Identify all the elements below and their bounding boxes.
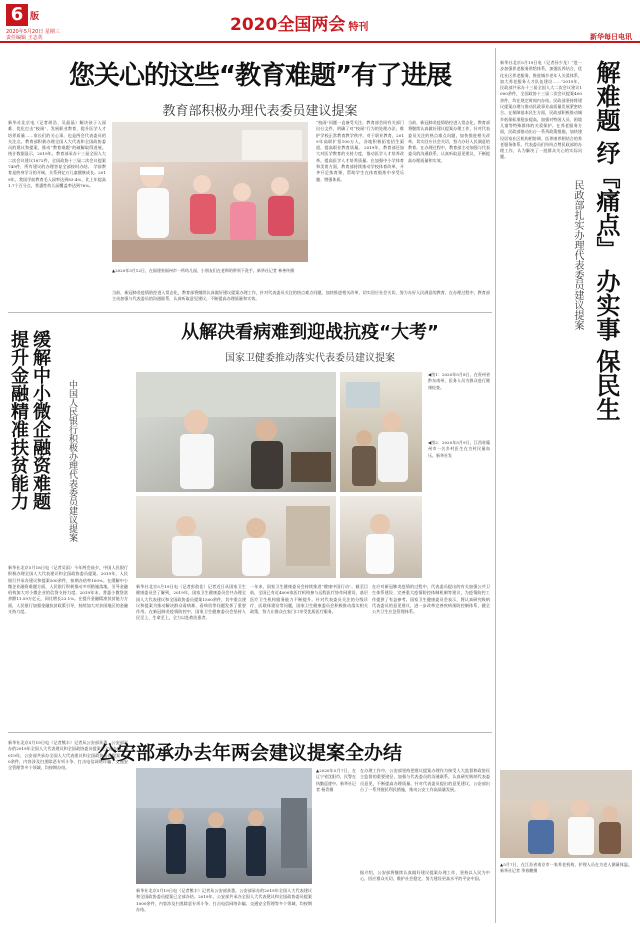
pboc-title: 缓解中小微企融资难题 — [30, 330, 51, 510]
date-line: 2020年5月20日 星期三 — [6, 29, 60, 35]
pboc-vertical-title — [30, 330, 62, 550]
editor-line: 责任编辑 王志英 — [6, 35, 43, 41]
article-health-subhead: 国家卫健委推动落实代表委员建议提案 — [225, 353, 395, 364]
masthead-rule — [0, 41, 640, 43]
article-education-tail: 当前，新冠肺炎疫情防控进入常态化，教育部将继续认真做好建议提案办理工作，针对代表委员关注的热点难点问题，加快推进相关改革，切实回应社会关切，努力办好人民满意的教育。在办理过程中，教育部主动加强与代表委员的沟通联系，认真听取意见建议，不断提高办理质量和实效。 — [112, 290, 490, 302]
article-education-col3: 当前，新冠肺炎疫情防控进入常态化，教育部将继续认真做好建议提案办理工作，针对代表委员关注的热点难点问题，加快推进相关改革，切实回应社会关切，努力办好人民满意的教育。在办理过程中，教育部主动加强与代表委员的沟通联系，认真听取意见建议，不断提高办理质量和实效。 — [408, 120, 490, 163]
elderly-care-photo — [500, 770, 632, 858]
article-health-caption-1: ◀图1：2020年5月8日，在贵州省黔东南州，医务人员为群众进行健康检查。 — [428, 372, 490, 390]
pboc-vertical-subtitle — [66, 380, 80, 560]
checkup-photo-graphic — [340, 496, 422, 578]
masthead-title-text: 2020全国两会 — [230, 15, 346, 35]
pharmacy-photo-graphic — [136, 496, 336, 578]
clinic-photo — [136, 372, 336, 492]
police-patrol-photo-graphic — [136, 768, 312, 884]
masthead-title-suffix: 特刊 — [348, 22, 369, 33]
village-doctor-photo — [340, 372, 422, 492]
elderly-care-caption: ▲5月7日，在江苏省南京市一家养老机构，护理人员在为老人测量体温。新华社记者 季春鹏摄 — [500, 862, 632, 874]
clinic-photo-graphic — [136, 372, 336, 492]
page-label: 版 — [30, 12, 40, 22]
police-patrol-photo — [136, 768, 312, 884]
civil-affairs-title: 解难题 纾『痛点』 办实事 保民生 — [592, 60, 620, 422]
article-health-headline: 从解决看病难到迎战抗疫“大考” — [181, 322, 439, 343]
page-number-badge — [6, 4, 28, 26]
article-police-text-1: 新华社北京5月19日电（记者熊丰）记者从公安部获悉，公安部承办的2019年全国人大代表建议和全国政协委员提案已全部办结。2019年，公安部共承办全国人大代表建议和全国政协委员提案1000余件，内容涉及扫黑除恶专项斗争、打击电信网络诈骗、交通安全管理等多个领域，均按期办结。 — [136, 888, 312, 912]
article-education-headline: 您关心的这些“教育难题”有了进展 — [68, 61, 452, 91]
kindergarten-photo-graphic — [112, 122, 308, 262]
article-education-subhead: 教育部积极办理代表委员建议提案 — [162, 104, 358, 119]
article-police-text-2: 在办理工作中，公安部坚持把建议提案办理作为接受人大监督和政协民主监督的重要途径，加强与代表委员的沟通联系，认真研究吸纳代表委员意见，不断提高办理质量。针对代表委员提出的意见建议，公安部出台了一系列便民利民措施，推动公安工作高质量发展。 — [360, 768, 490, 792]
article-police-left-text: 新华社北京5月19日电（记者熊丰）记者从公安部获悉，公安部承办的2019年全国人大代表建议和全国政协委员提案已全部办结。2019年，公安部共承办全国人大代表建议和全国政协委员提案1000余件，内容涉及扫黑除恶专项斗争、打击电信网络诈骗、交通安全管理等多个领域，均按期办结。 — [8, 740, 128, 771]
pharmacy-photo — [136, 496, 336, 578]
pboc-text: 新华社北京5月18日电（记者吴雨）今年两会前夕，中国人民银行积极办理全国人大代表建议和全国政协委员提案。2019年，人民银行共承办建议和提案500余件，按期办结率100%。在缓解中小微企业融资难题方面，人民银行积极推动多项措施落地，引导金融机构加大对小微企业的信贷支持力度。2019年末，普惠小微贷款余额11.59万亿元，同比增长23.1%。在提升金融精准扶贫能力方面，人民银行加强金融扶贫政策引导，持续加大对贫困地区的金融支持力度。 — [8, 565, 128, 615]
civil-affairs-vertical-title — [590, 60, 630, 430]
civil-affairs-vertical-sub — [570, 180, 588, 400]
pboc-subtitle: 中国人民银行积极办理代表委员建议提案 — [67, 380, 77, 542]
masthead-brand: 新华每日电讯 — [590, 33, 632, 41]
kindergarten-photo — [112, 122, 308, 262]
section-divider-2 — [8, 732, 492, 733]
pboc-title-2: 提升金融精准扶贫能力 — [8, 330, 29, 510]
right-column-divider — [495, 48, 496, 923]
village-doctor-photo-graphic — [340, 372, 422, 492]
elderly-care-photo-graphic — [500, 770, 632, 858]
civil-affairs-subtitle: 民政部扎实办理代表委员建议提案 — [572, 180, 583, 330]
masthead — [0, 0, 640, 42]
article-health-text-2: 一年来，国家卫生健康委员会持续推进“健康中国行动”。截至目前，全国已有近4000家医疗机构参与远程医疗协作网建设，基层医疗卫生机构服务能力不断提升。针对代表委员关注的分级诊疗、医联体建设等问题，国家卫生健康委员会积极推动落实相关政策，努力让群众在家门口享受优质医疗服务。 — [250, 584, 368, 615]
article-education-caption: ▲2020年3月12日，在福建省福州市一所幼儿园，小朋友们在老师的带领下洗手。新华社记者 林善传摄 — [112, 268, 295, 273]
page-number: 6 — [10, 4, 24, 25]
article-education-col1: 新华社北京电（记者胡浩、吴晶晶）解决孩子入园难、优化打击“校闹”、发展职业教育、提升医学人才培养质量……家长们的关心事，也是两会代表委员的关注点。教育部积极办理全国人大代表和全国政协委员的建议和提案，推动“教育难题”的破解取得进展。 统计数据显示，2019年，教育部承办十三届全国人大二次会议建议1872件，全国政协十三届二次会议提案749件，所有建议的办理答复全部按时办结。 学前教育是终身学习的开端，关系到亿万儿童健康成长。2019年，我国学前教育毛入园率达到83.4%，比上年提高1.7个百分点，普惠性幼儿园覆盖率达到76%。 — [8, 120, 106, 188]
article-education-col2: “校闹”问题一直备受关注。教育部会同有关部门出台文件，明确了对“校闹”行为的处理办法，维护学校正常教育教学秩序。对于职业教育，2019年高职扩招100万人，各地积极拓宽招生渠道，提高职业教育质量。 2019年，教育部还加大对医学教育的支持力度，推动医学人才培养改革，提高医学人才培养质量。在加强中小学体育和美育方面，教育部持续推动学校体育改革，开齐开足体育课，帮助学生在体育锻炼中享受乐趣、增强体质。 — [316, 120, 404, 182]
section-divider-1 — [8, 312, 492, 313]
checkup-photo — [340, 496, 422, 578]
article-health-text-3: 在应对新冠肺炎疫情的过程中，代表委员提出的有关加强公共卫生体系建设、完善重大疫情防控体制机制等建议，为疫情防控工作提供了有益参考。国家卫生健康委员会表示，将认真研究吸纳代表委员的意见建议，进一步改革完善疾病预防控制体系，健全公共卫生应急管理体系。 — [372, 584, 490, 615]
article-health-text-1: 新华社北京5月19日电（记者彭韵佳）记者近日从国家卫生健康委员会了解到，2019年，国家卫生健康委员会共办理全国人大代表建议和全国政协委员提案1500余件，其中重点建议和提案为推动解决群众看病难、看病贵等问题发挥了重要作用。在新冠肺炎疫情防控中，国家卫生健康委员会坚持人民至上、生命至上，全力以赴救治患者。 — [136, 584, 246, 621]
article-health-caption-2: ◀图2：2020年5月9日，江西省赣州市一名乡村医生在为村民量血压。新华社发 — [428, 440, 490, 458]
article-police-text-3: 据介绍，公安部将继续认真做好建议提案办理工作，坚持以人民为中心，回应群众关切，维护社会稳定，努力建设更高水平的平安中国。 — [360, 870, 490, 882]
masthead-title — [230, 10, 368, 35]
pboc-vertical-title2 — [8, 330, 32, 550]
article-police-headline: 公安部承办去年两会建议提案全办结 — [97, 742, 402, 764]
article-police-caption: ▲2020年5月7日，在辽宁省沈阳市，民警在执勤巡逻中。新华社记者 杨青摄 — [316, 768, 356, 792]
civil-affairs-text: 新华社北京5月19日电（记者孙少龙）“进一步加强养老服务供给体系，加强医养结合，优化社区养老服务，推进城乡老年人关爱体系，加大养老服务人才队伍建设……”2019年，民政部共承办十三届全国人大二次会议建议1000余件，全国政协十三届二次会议提案400余件，均在规定时间内办结。民政部坚持将建议提案办理与推动民政事业高质量发展紧密结合。在保障基本民生方面，民政部积极推动城乡低保标准稳步提高，加强对特困人员、困境儿童等特殊群体的关爱保护。在养老服务方面，民政部推动出台一系列政策措施，加快建设居家社区机构相协调、医养康养相结合的养老服务体系。代表委员们纷纷点赞民政部的办理工作，认为解决了一批群众关心的实际问题。 — [500, 60, 582, 160]
